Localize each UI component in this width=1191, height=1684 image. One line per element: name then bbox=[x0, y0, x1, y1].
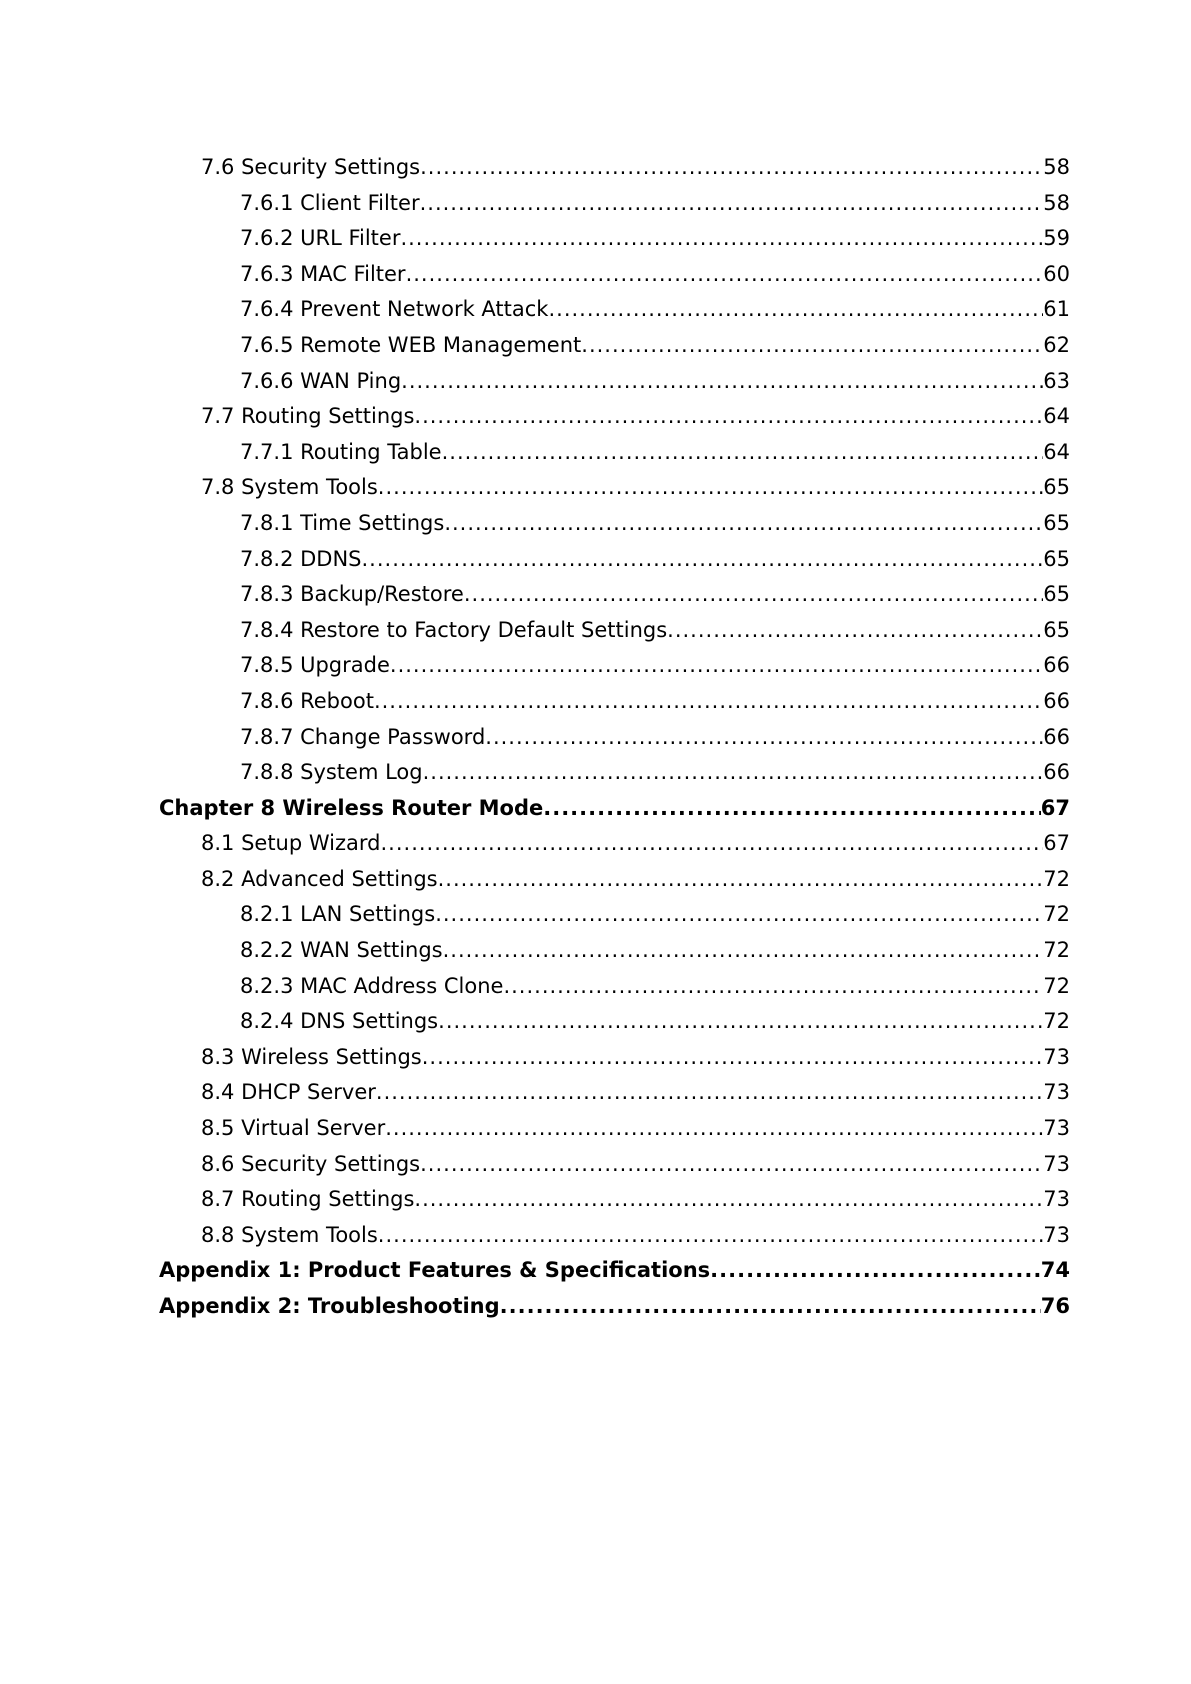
toc-dot-leader bbox=[420, 1147, 1043, 1183]
toc-dot-leader bbox=[401, 364, 1043, 400]
toc-dot-leader bbox=[667, 613, 1043, 649]
toc-entry[interactable] bbox=[159, 1218, 1070, 1254]
toc-entry[interactable] bbox=[159, 435, 1070, 471]
toc-dot-leader bbox=[485, 720, 1043, 756]
toc-entry[interactable] bbox=[159, 897, 1070, 933]
toc-entry[interactable] bbox=[159, 1075, 1070, 1111]
toc-dot-leader bbox=[374, 684, 1043, 720]
toc-entry[interactable] bbox=[159, 399, 1070, 435]
toc-dot-leader bbox=[548, 292, 1043, 328]
toc-dot-leader bbox=[422, 1040, 1044, 1076]
toc-entry[interactable] bbox=[159, 648, 1070, 684]
toc-entry-title: 8.7 Routing Settings bbox=[201, 1187, 415, 1212]
toc-page-number: 74 bbox=[1040, 1258, 1070, 1283]
table-of-contents bbox=[159, 150, 1070, 1325]
toc-dot-leader bbox=[420, 186, 1044, 222]
toc-dot-leader bbox=[414, 399, 1043, 435]
toc-entry[interactable] bbox=[159, 1004, 1070, 1040]
toc-page-number: 58 bbox=[1043, 190, 1070, 215]
toc-entry[interactable] bbox=[159, 470, 1070, 506]
toc-dot-leader bbox=[443, 933, 1044, 969]
toc-entry-title: 8.2.3 MAC Address Clone bbox=[240, 973, 504, 998]
toc-dot-leader bbox=[378, 470, 1043, 506]
toc-page-number: 66 bbox=[1043, 724, 1070, 749]
toc-dot-leader bbox=[376, 1075, 1043, 1111]
toc-entry-title: 7.8.5 Upgrade bbox=[240, 653, 390, 678]
toc-page-number: 72 bbox=[1043, 973, 1070, 998]
toc-entry-title: 7.6.4 Prevent Network Attack bbox=[240, 297, 549, 322]
toc-chapter-entry[interactable] bbox=[159, 1253, 1070, 1289]
toc-chapter-entry[interactable] bbox=[159, 1289, 1070, 1325]
toc-page-number: 67 bbox=[1040, 795, 1070, 820]
toc-dot-leader bbox=[414, 1182, 1043, 1218]
toc-entry-title: 8.2.4 DNS Settings bbox=[240, 1009, 439, 1034]
toc-page-number: 63 bbox=[1043, 368, 1070, 393]
toc-entry-title: 7.8.4 Restore to Factory Default Settings bbox=[240, 617, 668, 642]
toc-page-number: 66 bbox=[1043, 760, 1070, 785]
toc-entry[interactable] bbox=[159, 613, 1070, 649]
toc-entry-title: 7.8.1 Time Settings bbox=[240, 510, 445, 535]
toc-entry[interactable] bbox=[159, 1182, 1070, 1218]
toc-dot-leader bbox=[710, 1253, 1041, 1289]
toc-entry-title: 7.8.8 System Log bbox=[240, 760, 423, 785]
toc-entry-title: 7.6.5 Remote WEB Management bbox=[240, 332, 582, 357]
toc-entry[interactable] bbox=[159, 150, 1070, 186]
toc-entry[interactable] bbox=[159, 292, 1070, 328]
toc-page-number: 64 bbox=[1043, 404, 1070, 429]
toc-page-number: 72 bbox=[1043, 902, 1070, 927]
toc-page-number: 73 bbox=[1043, 1151, 1070, 1176]
toc-page-number: 64 bbox=[1043, 439, 1070, 464]
toc-page-number: 73 bbox=[1043, 1116, 1070, 1141]
toc-entry[interactable] bbox=[159, 933, 1070, 969]
toc-page-number: 73 bbox=[1043, 1187, 1070, 1212]
toc-entry-title: 8.6 Security Settings bbox=[201, 1151, 421, 1176]
toc-list bbox=[159, 150, 1070, 1325]
toc-page-number: 65 bbox=[1043, 582, 1070, 607]
toc-dot-leader bbox=[362, 542, 1044, 578]
toc-dot-leader bbox=[500, 1289, 1041, 1325]
toc-entry-title: 7.8.2 DDNS bbox=[240, 546, 362, 571]
toc-page-number: 72 bbox=[1043, 866, 1070, 891]
toc-dot-leader bbox=[378, 1218, 1043, 1254]
toc-dot-leader bbox=[543, 791, 1041, 827]
toc-dot-leader bbox=[503, 969, 1043, 1005]
toc-dot-leader bbox=[464, 577, 1043, 613]
toc-entry-title: 8.5 Virtual Server bbox=[201, 1116, 386, 1141]
toc-entry[interactable] bbox=[159, 364, 1070, 400]
toc-page-number: 59 bbox=[1043, 226, 1070, 251]
toc-page-number: 60 bbox=[1043, 261, 1070, 286]
toc-dot-leader bbox=[385, 1111, 1043, 1147]
toc-entry-title: 7.6.6 WAN Ping bbox=[240, 368, 402, 393]
toc-entry-title: 8.3 Wireless Settings bbox=[201, 1044, 422, 1069]
toc-entry-title: 7.6.1 Client Filter bbox=[240, 190, 420, 215]
toc-entry-title: 7.6.2 URL Filter bbox=[240, 226, 401, 251]
toc-entry[interactable] bbox=[159, 862, 1070, 898]
toc-entry[interactable] bbox=[159, 542, 1070, 578]
toc-entry[interactable] bbox=[159, 221, 1070, 257]
toc-page-number: 72 bbox=[1043, 1009, 1070, 1034]
toc-page-number: 62 bbox=[1043, 332, 1070, 357]
toc-dot-leader bbox=[400, 221, 1043, 257]
toc-entry-title: 7.6 Security Settings bbox=[201, 155, 421, 179]
toc-page-number: 67 bbox=[1043, 831, 1070, 856]
toc-entry[interactable] bbox=[159, 577, 1070, 613]
toc-entry-title: Appendix 2: Troubleshooting bbox=[159, 1294, 500, 1318]
toc-page-number: 65 bbox=[1043, 546, 1070, 571]
toc-entry-title: 8.2.2 WAN Settings bbox=[240, 938, 443, 963]
toc-entry[interactable] bbox=[159, 257, 1070, 293]
toc-entry[interactable] bbox=[159, 720, 1070, 756]
toc-entry-title: 7.8 System Tools bbox=[201, 475, 378, 500]
toc-dot-leader bbox=[581, 328, 1043, 364]
toc-page-number: 65 bbox=[1043, 510, 1070, 535]
toc-entry-title: 8.4 DHCP Server bbox=[201, 1080, 376, 1105]
toc-entry[interactable] bbox=[159, 186, 1070, 222]
toc-entry[interactable] bbox=[159, 506, 1070, 542]
toc-entry-title: 8.2 Advanced Settings bbox=[201, 866, 438, 891]
toc-page-number: 61 bbox=[1043, 297, 1070, 322]
toc-page-number: 73 bbox=[1043, 1222, 1070, 1247]
toc-dot-leader bbox=[406, 257, 1044, 293]
toc-page-number: 65 bbox=[1043, 617, 1070, 642]
toc-entry-title: 7.6.3 MAC Filter bbox=[240, 261, 406, 286]
toc-entry-title: Appendix 1: Product Features & Specifications bbox=[159, 1258, 711, 1283]
toc-entry-title: 7.8.7 Change Password bbox=[240, 724, 486, 749]
toc-entry-title: 8.2.1 LAN Settings bbox=[240, 902, 436, 927]
toc-entry-title: 7.8.6 Reboot bbox=[240, 688, 374, 713]
toc-entry[interactable] bbox=[159, 328, 1070, 364]
toc-entry[interactable] bbox=[159, 969, 1070, 1005]
toc-entry[interactable] bbox=[159, 1040, 1070, 1076]
toc-dot-leader bbox=[381, 826, 1044, 862]
toc-entry[interactable] bbox=[159, 684, 1070, 720]
toc-dot-leader bbox=[444, 506, 1043, 542]
toc-entry-title: 8.8 System Tools bbox=[201, 1222, 378, 1247]
toc-chapter-entry[interactable] bbox=[159, 791, 1070, 827]
toc-entry-title: 7.7 Routing Settings bbox=[201, 404, 415, 429]
toc-dot-leader bbox=[438, 862, 1044, 898]
toc-page-number: 65 bbox=[1043, 475, 1070, 500]
toc-page-number: 72 bbox=[1043, 938, 1070, 963]
toc-entry-title: 8.1 Setup Wizard bbox=[201, 831, 381, 856]
toc-entry-title: 7.8.3 Backup/Restore bbox=[240, 582, 464, 607]
toc-dot-leader bbox=[442, 435, 1044, 471]
toc-entry[interactable] bbox=[159, 826, 1070, 862]
toc-page-number: 76 bbox=[1040, 1294, 1070, 1318]
toc-entry[interactable] bbox=[159, 1147, 1070, 1183]
toc-dot-leader bbox=[438, 1004, 1043, 1040]
toc-page-number: 73 bbox=[1043, 1080, 1070, 1105]
toc-page-number: 73 bbox=[1043, 1044, 1070, 1069]
toc-page-number: 58 bbox=[1043, 155, 1070, 179]
toc-entry-title: Chapter 8 Wireless Router Mode bbox=[159, 795, 544, 820]
toc-entry[interactable] bbox=[159, 1111, 1070, 1147]
toc-page-number: 66 bbox=[1043, 653, 1070, 678]
toc-dot-leader bbox=[390, 648, 1043, 684]
toc-entry-title: 7.7.1 Routing Table bbox=[240, 439, 442, 464]
toc-dot-leader bbox=[423, 755, 1044, 791]
toc-dot-leader bbox=[435, 897, 1043, 933]
toc-entry[interactable] bbox=[159, 755, 1070, 791]
toc-page-number: 66 bbox=[1043, 688, 1070, 713]
toc-dot-leader bbox=[420, 150, 1043, 186]
